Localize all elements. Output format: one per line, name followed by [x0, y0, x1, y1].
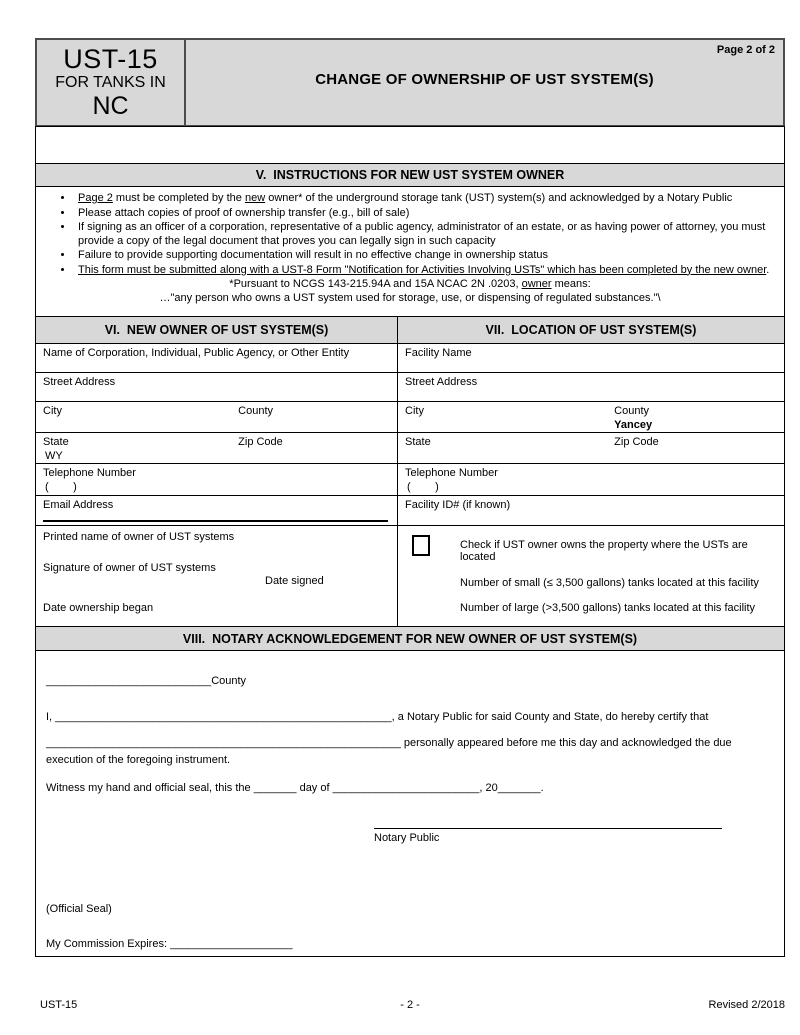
instruction-text-segment: Please attach copies of proof of ownership transfer (e.g., bill of sale): [78, 206, 410, 219]
instruction-text-segment: Page 2: [78, 192, 113, 204]
owner-email-label: Email Address: [43, 499, 114, 511]
facility-state-label: State: [405, 436, 431, 448]
facility-phone-label: Telephone Number: [405, 467, 498, 479]
owner-street-label: Street Address: [43, 376, 116, 388]
property-owned-checkbox[interactable]: [412, 535, 430, 556]
form-state: NC: [92, 92, 129, 121]
county-blank[interactable]: ___________________________: [46, 675, 212, 687]
tanks-info-block: [398, 526, 784, 626]
row-signature-tanks: [35, 525, 785, 627]
owner-name-field[interactable]: [36, 344, 398, 372]
notary-county-line: [46, 675, 774, 687]
i-prefix: I,: [46, 711, 56, 723]
footer-form-code: UST-15: [40, 999, 78, 1011]
county-suffix: County: [211, 675, 247, 687]
witness-month-blank[interactable]: ________________________: [332, 782, 480, 794]
instruction-item-5: [74, 264, 774, 278]
property-check-label: Check if UST owner owns the property where the USTs are located: [460, 539, 748, 563]
instruction-list: [46, 192, 774, 277]
signature-label: Signature of owner of UST systems: [43, 562, 216, 574]
commission-line: [46, 938, 774, 950]
blank-box: [35, 126, 785, 164]
owner-definition-quote: …"any person who owns a UST system used for storage, use, or dispensing of regulated substances."\: [159, 291, 661, 304]
notary-name-line: [46, 711, 774, 723]
instruction-text-segment: must be completed by the: [112, 192, 245, 204]
facility-name-field[interactable]: [398, 344, 784, 372]
instruction-text-segment: .: [766, 263, 770, 276]
owner-name-label: Name of Corporation, Individual, Public Agency, or Other Entity: [43, 347, 350, 359]
instructions-body: [35, 186, 785, 317]
section-vi-vii-header: [35, 316, 785, 344]
witness-mid: day of: [296, 782, 333, 794]
owner-phone-value[interactable]: ( ): [45, 481, 77, 493]
form-subtitle: FOR TANKS IN: [55, 73, 166, 91]
owner-phone-label: Telephone Number: [43, 467, 136, 479]
form-header: [35, 38, 785, 127]
page-footer: [35, 999, 785, 1011]
pursuant-note: [46, 278, 774, 292]
owner-signature-block[interactable]: [36, 526, 398, 626]
owner-phone-field[interactable]: [36, 464, 398, 495]
witness-day-blank[interactable]: _______: [253, 782, 297, 794]
facility-street-label: Street Address: [405, 376, 478, 388]
owner-zip-label: Zip Code: [238, 436, 283, 448]
owner-state-label: State: [43, 436, 69, 448]
facility-phone-value[interactable]: ( ): [407, 481, 439, 493]
owner-state-zip-field[interactable]: [36, 433, 398, 463]
instruction-item-1: [74, 192, 774, 206]
printed-name-label: Printed name of owner of UST systems: [43, 531, 235, 543]
form-code-block: [37, 40, 186, 125]
large-tanks-field[interactable]: Number of large (>3,500 gallons) tanks located at this facility: [460, 602, 756, 614]
facility-county-label: County: [614, 405, 650, 417]
email-write-line[interactable]: [43, 520, 388, 522]
facility-county-value[interactable]: Yancey: [614, 419, 653, 431]
commission-label: My Commission Expires:: [46, 938, 171, 950]
footer-page-number: - 2 -: [400, 999, 420, 1011]
form-title-block: [186, 40, 783, 125]
instruction-text-segment: If signing as an officer of a corporation, representative of a public agency, administrator of an estate, or as having power of attorney, you must provide a copy of the legal document that proves you can legally sign in such capacity: [78, 221, 769, 247]
row-state-zip: [35, 432, 785, 464]
row-name: [35, 343, 785, 373]
small-tanks-field[interactable]: Number of small (≤ 3,500 gallons) tanks located at this facility: [460, 577, 759, 589]
pursuant-text-segment: means:: [551, 278, 591, 290]
witness-prefix: Witness my hand and official seal, this the: [46, 782, 254, 794]
witness-end: .: [540, 782, 544, 794]
appeared-line: [46, 737, 774, 749]
form-code: UST-15: [63, 44, 158, 75]
owner-city-county-field[interactable]: [36, 402, 398, 432]
instruction-item-3: [74, 221, 774, 248]
row-city-county: [35, 401, 785, 433]
witness-year-prefix: , 20: [479, 782, 498, 794]
owner-city-label: City: [43, 405, 62, 417]
notary-signature-line[interactable]: [374, 828, 722, 829]
section-vii-header: VII. LOCATION OF UST SYSTEM(S): [485, 323, 697, 337]
owner-email-field[interactable]: [36, 496, 398, 525]
facility-zip-label: Zip Code: [614, 436, 659, 448]
execution-line: execution of the foregoing instrument.: [46, 754, 231, 766]
witness-line: [46, 782, 774, 794]
date-ownership-label: Date ownership began: [43, 602, 154, 614]
instruction-item-4: [74, 249, 774, 263]
date-signed-label: Date signed: [265, 575, 324, 587]
appeared-suffix: personally appeared before me this day and acknowledged the due: [400, 737, 732, 749]
page-indicator: Page 2 of 2: [716, 44, 775, 56]
facility-city-county-field[interactable]: [398, 402, 784, 432]
owner-state-value[interactable]: WY: [45, 450, 63, 462]
instruction-text-segment: owner* of the underground storage tank (UST) system(s) and acknowledged by a Notary Public: [265, 192, 733, 204]
facility-phone-field[interactable]: [398, 464, 784, 495]
ust15-form: [35, 38, 785, 957]
i-suffix: , a Notary Public for said County and State, do hereby certify that: [391, 711, 709, 723]
facility-city-label: City: [405, 405, 424, 417]
section-v-header: V. INSTRUCTIONS FOR NEW UST SYSTEM OWNER: [35, 163, 785, 187]
notary-public-label: Notary Public: [374, 832, 440, 844]
section-vi-header: VI. NEW OWNER OF UST SYSTEM(S): [36, 317, 398, 343]
pursuant-text-segment: *Pursuant to NCGS 143-215.94A and 15A NCAC 2N .0203,: [229, 278, 522, 290]
facility-name-label: Facility Name: [405, 347, 472, 359]
row-email-facilityid: [35, 495, 785, 526]
witness-year-blank[interactable]: _______: [497, 782, 541, 794]
footer-revision: Revised 2/2018: [708, 999, 785, 1011]
instruction-text-segment: new: [244, 192, 266, 204]
row-street: [35, 372, 785, 402]
facility-id-label: Facility ID# (if known): [405, 499, 511, 511]
notary-name-blank[interactable]: _______________________________________________________: [55, 711, 392, 723]
owner-county-label: County: [238, 405, 274, 417]
tanks-text-lines: [460, 539, 780, 614]
official-seal-label: (Official Seal): [46, 903, 112, 915]
facility-id-field[interactable]: [398, 496, 784, 525]
pursuant-text-segment: owner: [521, 278, 552, 290]
notary-section: [35, 650, 785, 957]
section-viii-header: VIII. NOTARY ACKNOWLEDGEMENT FOR NEW OWNER OF UST SYSTEM(S): [35, 626, 785, 651]
owner-street-field[interactable]: [36, 373, 398, 401]
commission-blank[interactable]: ____________________: [170, 938, 293, 950]
instruction-text-segment: This form must be submitted along with a UST-8 Form "Notification for Activities Involving USTs" which has been completed by the new owner: [78, 263, 767, 276]
instruction-item-2: [74, 207, 774, 221]
instruction-text-segment: Failure to provide supporting documentation will result in no effective change in ownership status: [78, 249, 549, 261]
form-title: CHANGE OF OWNERSHIP OF UST SYSTEM(S): [315, 71, 654, 88]
appeared-blank[interactable]: __________________________________________________________: [46, 737, 401, 749]
facility-state-zip-field[interactable]: [398, 433, 784, 463]
facility-street-field[interactable]: [398, 373, 784, 401]
row-telephone: [35, 463, 785, 496]
